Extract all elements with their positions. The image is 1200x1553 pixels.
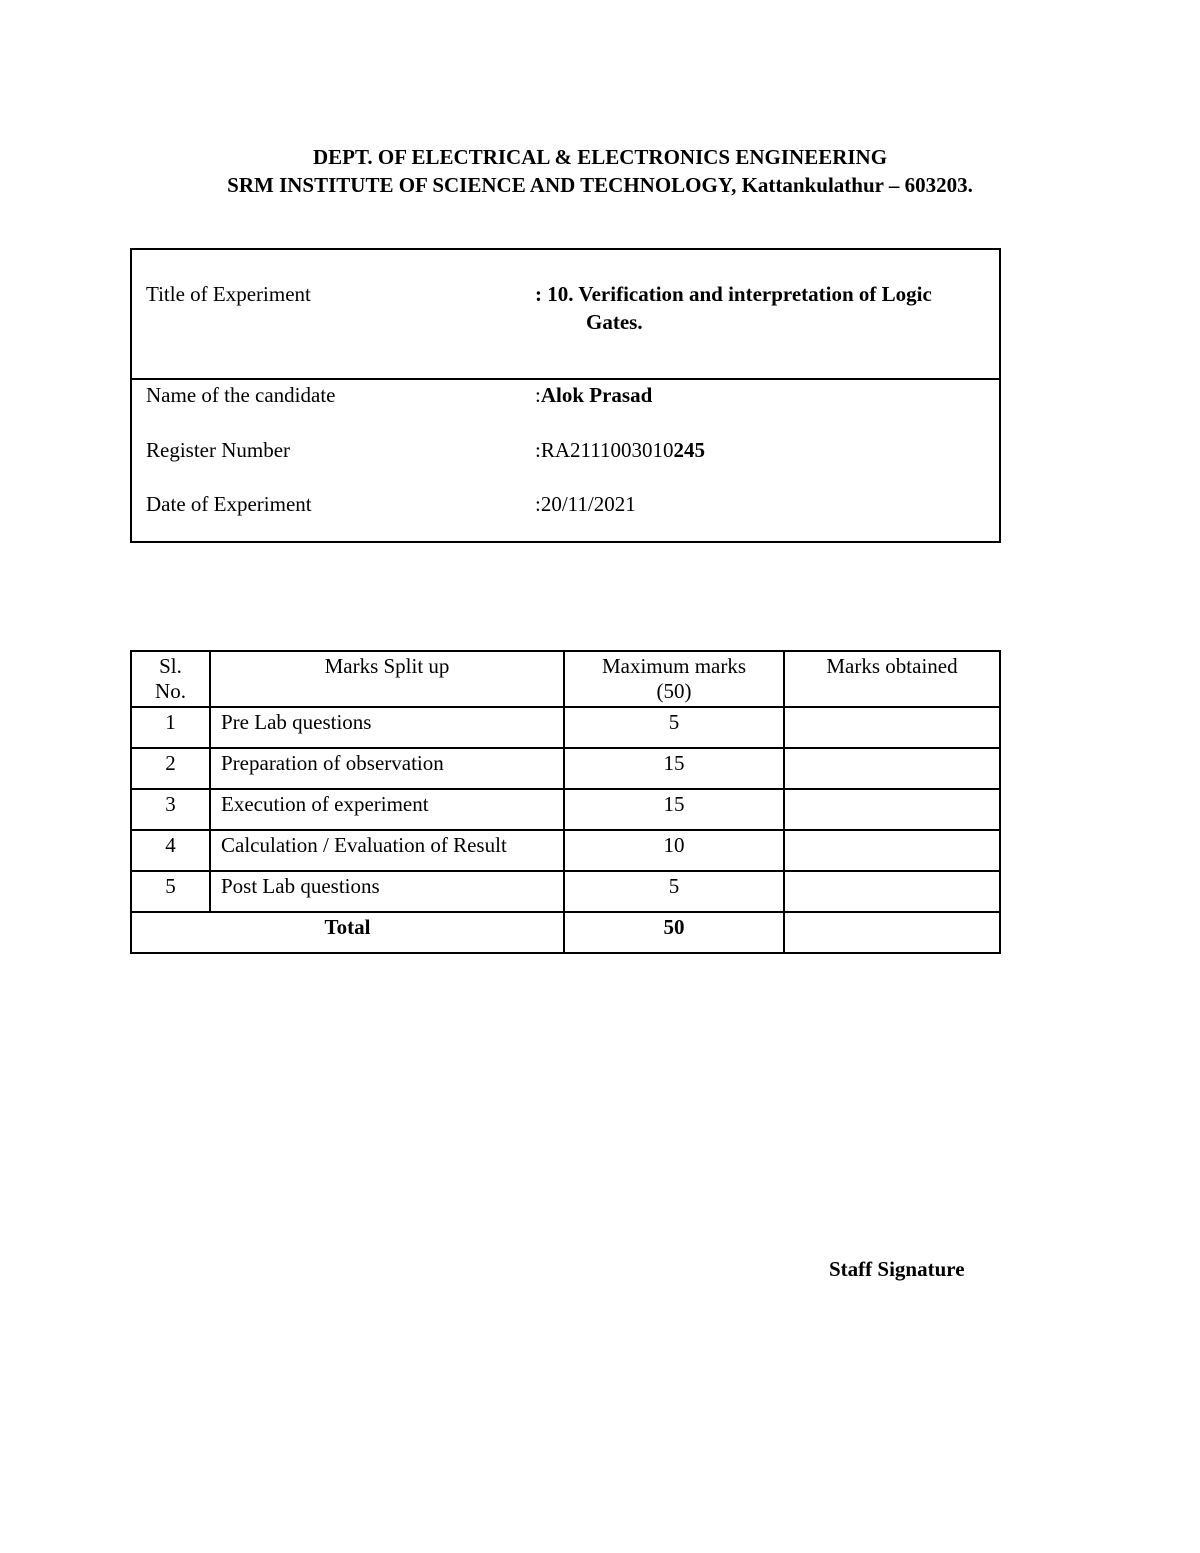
date-value: :20/11/2021 (535, 492, 636, 516)
row-item: Post Lab questions (210, 871, 564, 912)
header-maximum-line1: Maximum marks (601, 654, 747, 678)
title-value (535, 280, 985, 336)
row-obtained[interactable] (784, 789, 1000, 830)
row-max: 5 (564, 871, 784, 912)
total-obtained[interactable] (784, 912, 1000, 953)
row-sl: 4 (131, 830, 210, 871)
total-max: 50 (564, 912, 784, 953)
table-row (131, 830, 1000, 871)
register-number-plain: :RA2111003010 (535, 438, 674, 462)
header-sl-no-line2: No. (155, 679, 186, 703)
title-value-line1: : 10. Verification and interpretation of Logic (535, 282, 932, 306)
staff-signature-label: Staff Signature (829, 1257, 965, 1281)
table-row (131, 748, 1000, 789)
table-header-row (131, 651, 1000, 707)
row-max: 15 (564, 748, 784, 789)
register-label: Register Number (146, 438, 291, 462)
row-item: Calculation / Evaluation of Result (210, 830, 564, 871)
total-label: Total (131, 912, 564, 953)
row-item: Preparation of observation (210, 748, 564, 789)
row-sl: 3 (131, 789, 210, 830)
row-obtained[interactable] (784, 707, 1000, 748)
title-value-line2: Gates. (586, 310, 643, 334)
info-divider (132, 378, 999, 380)
row-item: Pre Lab questions (210, 707, 564, 748)
header-marks-split: Marks Split up (210, 651, 564, 707)
row-max: 5 (564, 707, 784, 748)
row-max: 10 (564, 830, 784, 871)
row-sl: 5 (131, 871, 210, 912)
header-maximum-line2: (50) (656, 679, 692, 703)
table-row (131, 789, 1000, 830)
row-obtained[interactable] (784, 871, 1000, 912)
row-item: Execution of experiment (210, 789, 564, 830)
name-prefix: : (535, 383, 541, 407)
institute-heading: SRM INSTITUTE OF SCIENCE AND TECHNOLOGY, Kattankulathur – 603203. (227, 173, 973, 197)
candidate-name: Alok Prasad (540, 383, 653, 407)
experiment-info-box (130, 248, 1001, 543)
row-sl: 1 (131, 707, 210, 748)
name-label: Name of the candidate (146, 383, 336, 407)
row-obtained[interactable] (784, 830, 1000, 871)
table-row (131, 871, 1000, 912)
header-marks-obtained: Marks obtained (784, 651, 1000, 707)
row-sl: 2 (131, 748, 210, 789)
document-header (0, 143, 1200, 199)
header-sl-no-line1: Sl. (159, 654, 182, 678)
header-maximum-marks (564, 651, 784, 707)
register-value (535, 436, 705, 464)
department-heading: DEPT. OF ELECTRICAL & ELECTRONICS ENGINEERING (312, 145, 888, 169)
date-label: Date of Experiment (146, 492, 312, 516)
register-number-bold: 245 (673, 438, 705, 462)
table-total-row (131, 912, 1000, 953)
table-row (131, 707, 1000, 748)
row-max: 15 (564, 789, 784, 830)
header-sl-no (131, 651, 210, 707)
name-value (535, 381, 652, 409)
title-label: Title of Experiment (146, 282, 311, 306)
row-obtained[interactable] (784, 748, 1000, 789)
marks-table (130, 650, 1001, 954)
